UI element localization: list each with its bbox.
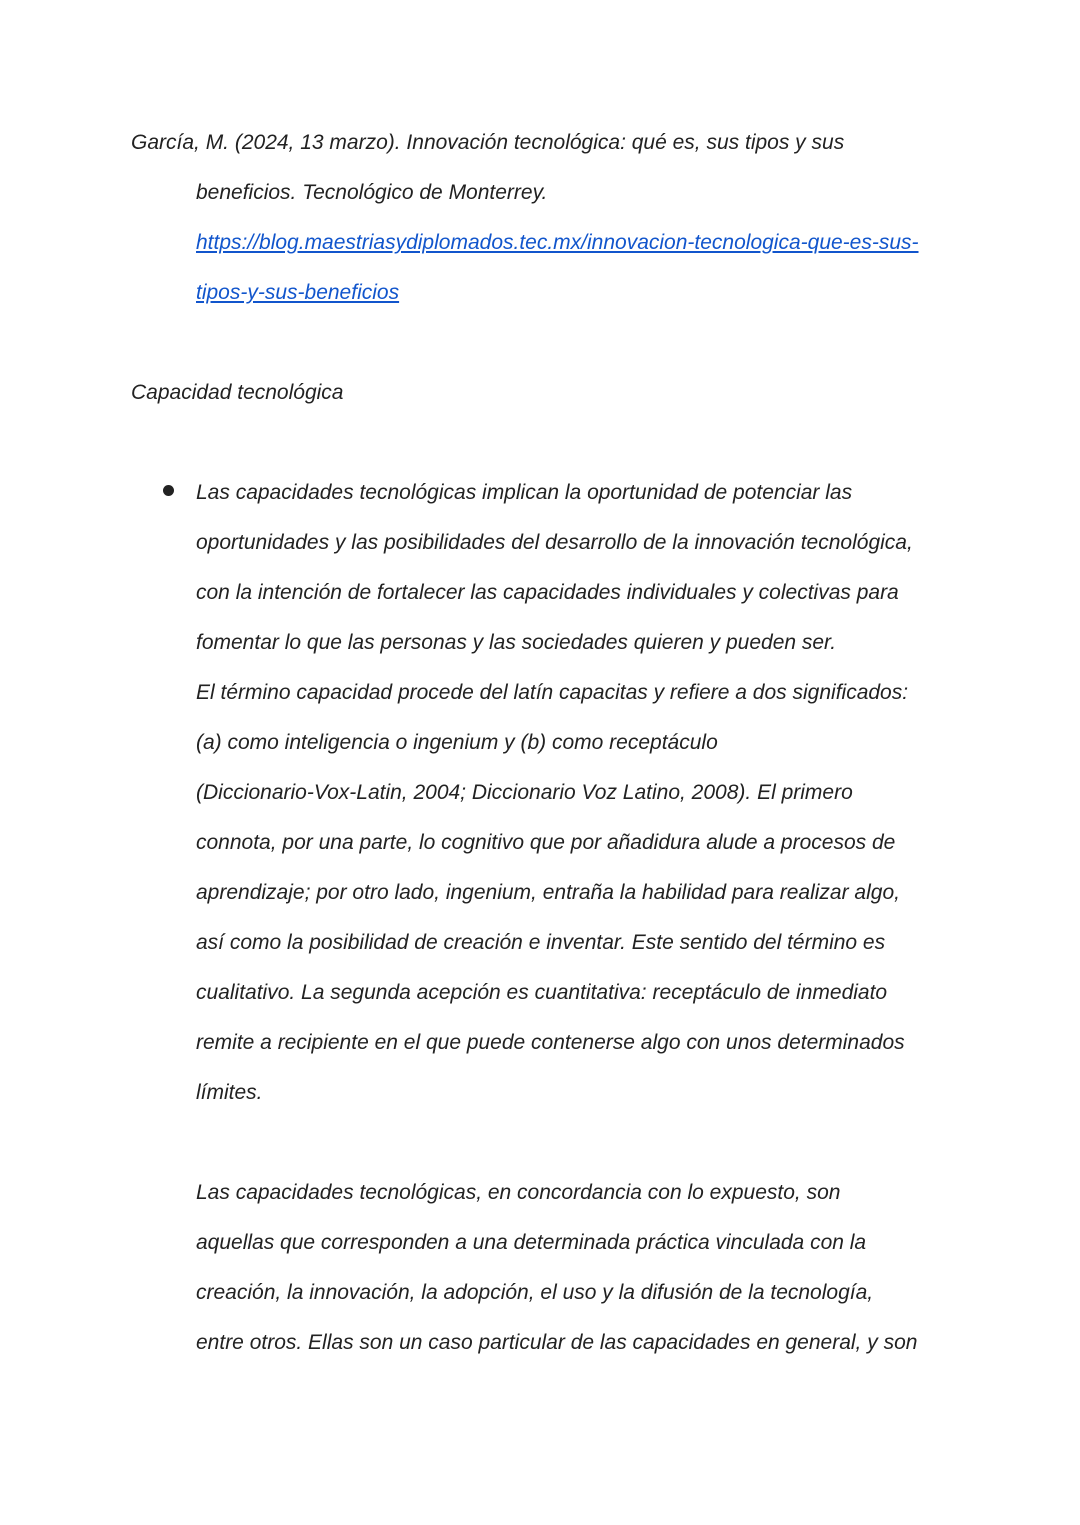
bullet-text-line: remite a recipiente en el que puede contenerse algo con unos determinados [196, 1031, 905, 1054]
bullet-text-line: así como la posibilidad de creación e inventar. Este sentido del término es [196, 931, 886, 954]
paragraph-text-line: entre otros. Ellas son un caso particular de las capacidades en general, y son [196, 1331, 918, 1354]
section-heading: Capacidad tecnológica [131, 381, 344, 404]
bullet-text-line: cualitativo. La segunda acepción es cuantitativa: receptáculo de inmediato [196, 981, 888, 1004]
citation-url-link-line-2[interactable]: tipos-y-sus-beneficios [196, 281, 400, 304]
bullet-text-line: connota, por una parte, lo cognitivo que por añadidura alude a procesos de [196, 831, 896, 854]
bullet-text-line: fomentar lo que las personas y las sociedades quieren y pueden ser. [196, 631, 837, 654]
bullet-text-line: (Diccionario-Vox-Latin, 2004; Diccionario Voz Latino, 2008). El primero [196, 781, 853, 804]
citation-url-link-line-1[interactable]: https://blog.maestriasydiplomados.tec.mx/innovacion-tecnologica-que-es-sus- [196, 231, 919, 254]
paragraph-text-line: creación, la innovación, la adopción, el uso y la difusión de la tecnología, [196, 1281, 874, 1304]
bullet-text-line: límites. [196, 1081, 263, 1104]
citation-line-2: beneficios. Tecnológico de Monterrey. [196, 181, 548, 204]
citation-line-1: García, M. (2024, 13 marzo). Innovación tecnológica: qué es, sus tipos y sus [131, 131, 845, 154]
paragraph-text-line: Las capacidades tecnológicas, en concordancia con lo expuesto, son [196, 1181, 841, 1204]
bullet-text-line: (a) como inteligencia o ingenium y (b) como receptáculo [196, 731, 718, 754]
bullet-text-line: con la intención de fortalecer las capacidades individuales y colectivas para [196, 581, 899, 604]
bullet-text-line: El término capacidad procede del latín capacitas y refiere a dos significados: [196, 681, 909, 704]
bullet-text-line: oportunidades y las posibilidades del desarrollo de la innovación tecnológica, [196, 531, 913, 554]
bullet-icon [163, 485, 174, 496]
paragraph-text-line: aquellas que corresponden a una determinada práctica vinculada con la [196, 1231, 867, 1254]
bullet-text-line: aprendizaje; por otro lado, ingenium, entraña la habilidad para realizar algo, [196, 881, 900, 904]
bullet-text-line: Las capacidades tecnológicas implican la oportunidad de potenciar las [196, 481, 853, 504]
